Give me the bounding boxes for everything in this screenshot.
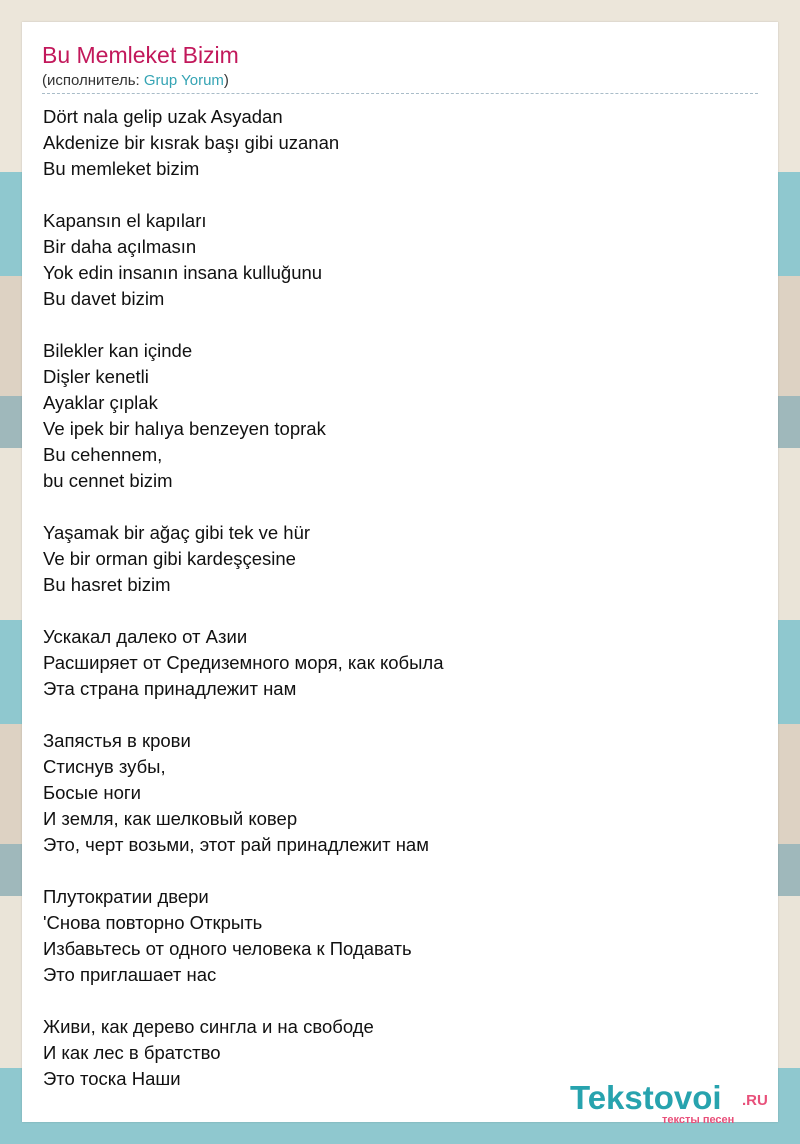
lyric-line: Bir daha açılmasın (43, 236, 197, 257)
logo-tagline: тексты песен (662, 1114, 735, 1126)
lyric-line: Bilekler kan içinde (43, 340, 193, 361)
lyric-line: Босые ноги (43, 782, 141, 803)
stanza-gap (43, 702, 743, 728)
logo-wordmark: Tekstovoi (570, 1079, 722, 1116)
stanza-gap (43, 312, 743, 338)
lyric-line: Dört nala gelip uzak Asyadan (43, 106, 283, 127)
lyric-line: Bu memleket bizim (43, 158, 200, 179)
artist-suffix: ) (223, 72, 229, 89)
lyric-line: Bu hasret bizim (43, 574, 171, 595)
lyric-line: Ayaklar çıplak (43, 392, 158, 413)
lyric-line: Это тоска Наши (43, 1068, 181, 1089)
lyric-line: Ve ipek bir halıya benzeyen toprak (43, 418, 326, 439)
artist-prefix: (исполнитель: (42, 72, 144, 89)
lyric-line: Стиснув зубы, (43, 756, 166, 777)
lyric-line: Bu davet bizim (43, 288, 165, 309)
lyric-line: Плутократии двери (43, 886, 209, 907)
lyric-line: Ve bir orman gibi kardeşçesine (43, 548, 296, 569)
stanza-gap (43, 858, 743, 884)
logo-domain: .RU (742, 1092, 768, 1109)
lyric-line: Запястья в крови (43, 730, 191, 751)
song-title: Bu Memleket Bizim (42, 42, 239, 68)
artist-link[interactable]: Grup Yorum (143, 72, 224, 89)
stanza-gap (43, 494, 743, 520)
title-divider (42, 93, 758, 94)
lyric-line: Bu cehennem, (43, 444, 163, 465)
artist-line (42, 72, 229, 89)
lyrics-body (43, 104, 743, 1092)
stanza-gap (43, 598, 743, 624)
site-logo[interactable] (570, 1078, 780, 1128)
lyric-line: 'Снова повторно Открыть (43, 912, 263, 933)
lyric-line: И земля, как шелковый ковер (43, 808, 298, 829)
lyric-line: И как лес в братство (43, 1042, 221, 1063)
lyric-line: Yaşamak bir ağaç gibi tek ve hür (43, 522, 311, 543)
lyric-line: Dişler kenetli (43, 366, 149, 387)
stanza-gap (43, 988, 743, 1014)
lyric-line: Akdenize bir kısrak başı gibi uzanan (43, 132, 340, 153)
stanza-gap (43, 182, 743, 208)
lyrics-card (22, 22, 778, 1122)
lyric-line: Живи, как дерево сингла и на свободе (43, 1016, 374, 1037)
lyric-line: Эта страна принадлежит нам (43, 678, 297, 699)
lyric-line: Расширяет от Средиземного моря, как кобыла (43, 652, 444, 673)
lyric-line: Yok edin insanın insana kulluğunu (43, 262, 323, 283)
lyric-line: Это, черт возьми, этот рай принадлежит нам (43, 834, 429, 855)
lyric-line: Это приглашает нас (43, 964, 217, 985)
lyric-line: Kapansın el kapıları (43, 210, 207, 231)
lyric-line: Избавьтесь от одного человека к Подавать (43, 938, 412, 959)
lyric-line: Ускакал далеко от Азии (43, 626, 248, 647)
lyric-line: bu cennet bizim (43, 470, 173, 491)
